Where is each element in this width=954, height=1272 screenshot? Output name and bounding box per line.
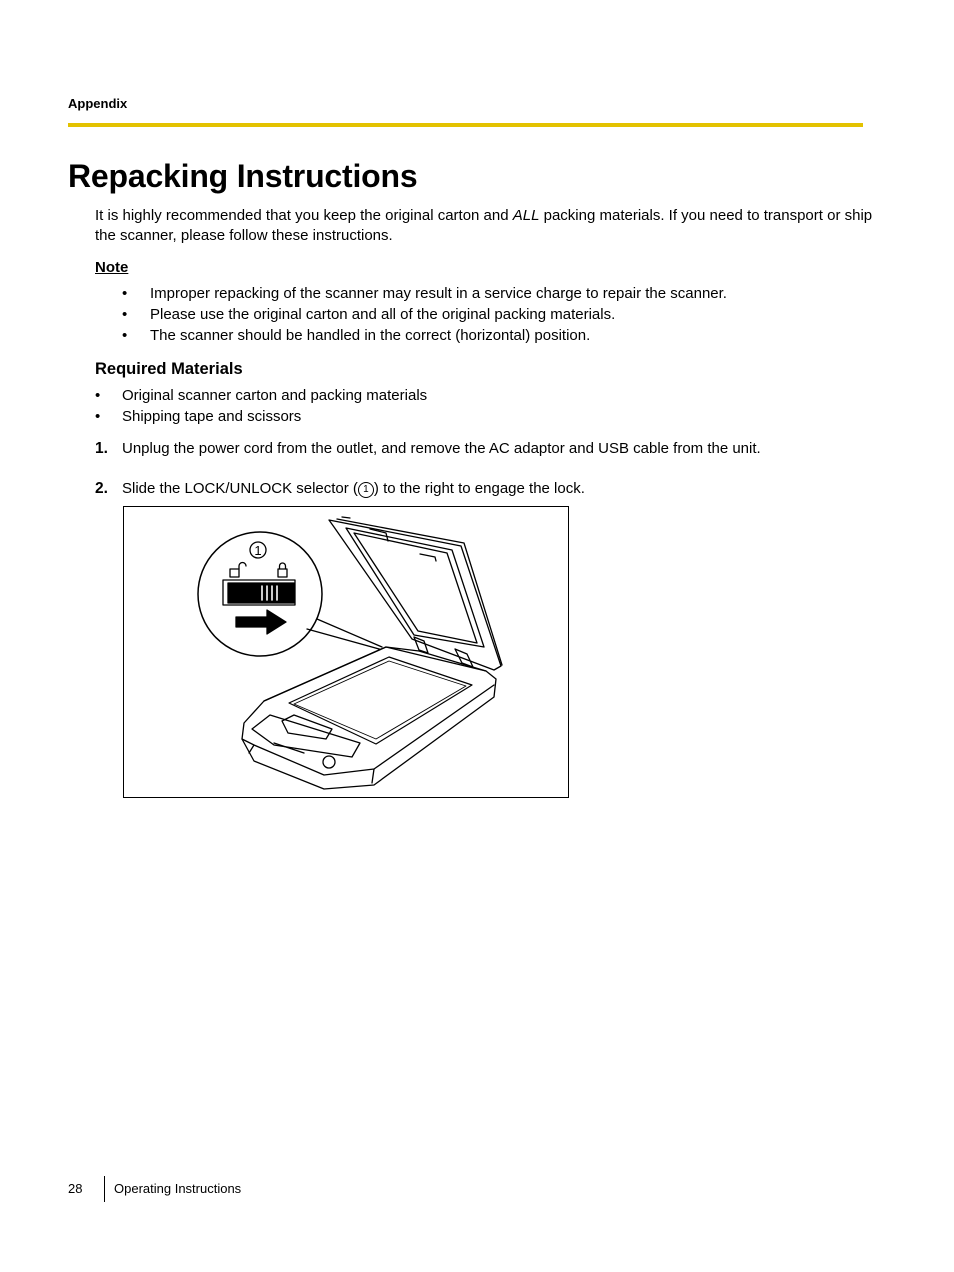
callout-label: 1 [254, 543, 262, 558]
intro-text-1: It is highly recommended that you keep the original carton and [95, 207, 513, 224]
step-number: 2. [95, 480, 108, 497]
callout-number: 1 [358, 482, 374, 498]
required-materials-heading: Required Materials [95, 360, 243, 378]
scanner-lock-figure [123, 506, 569, 798]
footer-divider [104, 1176, 105, 1202]
step-text: Slide the LOCK/UNLOCK selector ( 1 ) to the right to engage the lock. [122, 480, 585, 497]
intro-paragraph [95, 206, 875, 245]
bullet-icon: • [122, 306, 128, 323]
section-header: Appendix [68, 96, 128, 111]
bullet-icon: • [95, 408, 101, 425]
scanner-illustration [124, 507, 568, 797]
footer-document-title: Operating Instructions [114, 1181, 242, 1196]
page-number: 28 [68, 1181, 83, 1196]
slide-right-arrow-icon [236, 610, 286, 634]
callout-leader-line [317, 619, 382, 647]
note-heading: Note [95, 259, 129, 276]
intro-text-2: packing materials. If you need to transport or ship the scanner, please follow these instructions. [95, 207, 873, 244]
scanner-body [242, 647, 496, 789]
bullet-icon: • [122, 285, 128, 302]
step-text: Unplug the power cord from the outlet, and remove the AC adaptor and USB cable from the unit. [122, 440, 761, 457]
scanner-lid [329, 517, 502, 670]
page-title: Repacking Instructions [68, 158, 418, 194]
intro-emphasis: ALL [512, 207, 540, 224]
bullet-icon: • [95, 387, 101, 404]
locked-padlock-icon [278, 563, 287, 577]
bullet-icon: • [122, 327, 128, 344]
step-number: 1. [95, 440, 108, 457]
lock-selector-switch [228, 583, 294, 603]
header-rule [68, 123, 863, 127]
unlocked-padlock-icon [230, 563, 246, 578]
